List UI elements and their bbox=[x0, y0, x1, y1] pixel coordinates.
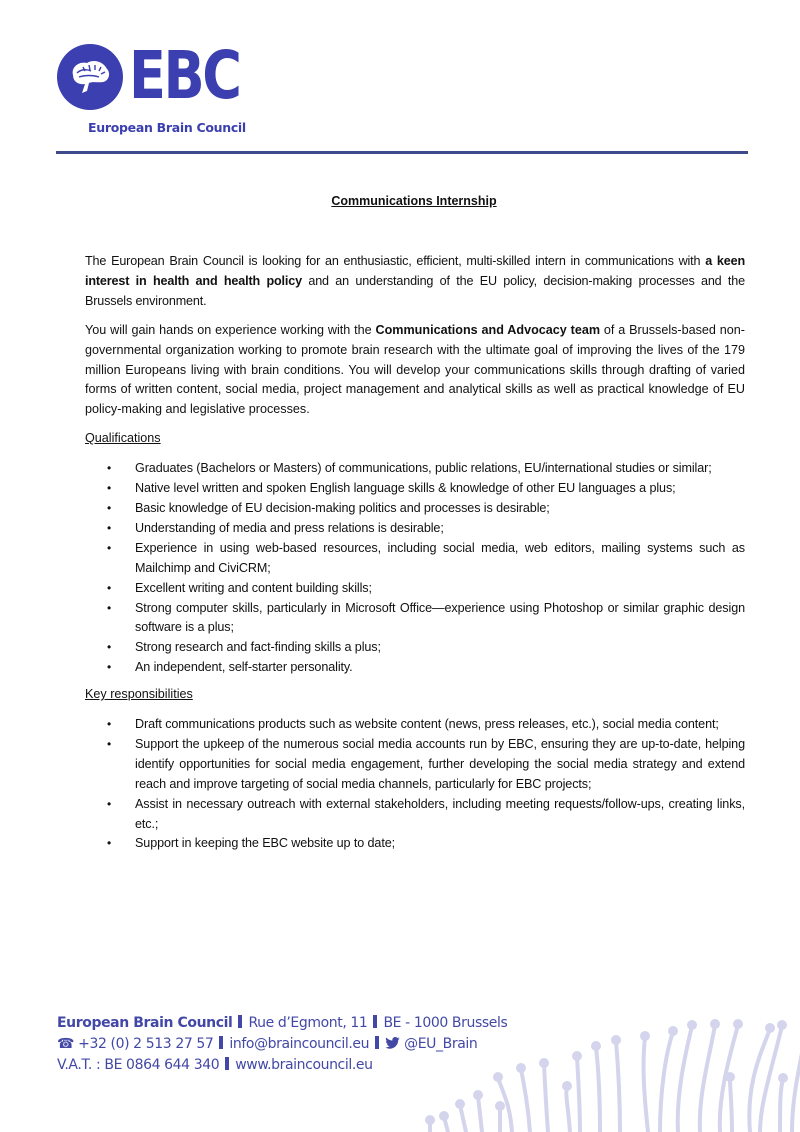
bullet-icon: • bbox=[107, 540, 112, 555]
brain-icon bbox=[57, 44, 123, 110]
list-item-text: Support in keeping the EBC website up to date; bbox=[135, 836, 396, 851]
bullet-icon: • bbox=[107, 481, 112, 496]
experience-text: You will gain hands on experience working with the bbox=[85, 322, 376, 337]
footer-line-3 bbox=[57, 1055, 507, 1076]
list-item-text: Draft communications products such as website content (news, press releases, etc.), social media content; bbox=[135, 717, 719, 732]
list-item-text: Excellent writing and content building skills; bbox=[135, 580, 372, 595]
list-item bbox=[85, 735, 745, 795]
bullet-icon: • bbox=[107, 736, 112, 751]
intro-paragraph bbox=[85, 252, 745, 312]
list-item bbox=[85, 599, 745, 639]
page-title: Communications Internship bbox=[331, 194, 497, 208]
bullet-icon: • bbox=[107, 796, 112, 811]
list-item bbox=[85, 459, 745, 479]
bullet-icon: • bbox=[107, 660, 112, 675]
separator bbox=[225, 1057, 229, 1070]
footer-website-link[interactable]: www.braincouncil.eu bbox=[235, 1057, 373, 1073]
footer-address: Rue d’Egmont, 11 bbox=[248, 1015, 368, 1031]
document-body bbox=[85, 252, 745, 861]
list-item bbox=[85, 658, 745, 678]
list-item bbox=[85, 579, 745, 599]
list-item bbox=[85, 795, 745, 835]
bullet-icon: • bbox=[107, 461, 112, 476]
footer-line-2 bbox=[57, 1034, 507, 1055]
experience-paragraph bbox=[85, 321, 745, 421]
header-rule bbox=[56, 151, 748, 154]
footer-city: BE - 1000 Brussels bbox=[383, 1015, 508, 1031]
experience-bold-text: Communications and Advocacy team bbox=[375, 322, 601, 337]
intro-text: The European Brain Council is looking for an enthusiastic, efficient, multi-skilled intern in communications with bbox=[85, 254, 706, 268]
footer-email-link[interactable]: info@braincouncil.eu bbox=[229, 1036, 370, 1052]
separator bbox=[219, 1036, 223, 1049]
separator bbox=[238, 1015, 242, 1028]
list-item bbox=[85, 834, 745, 854]
list-item bbox=[85, 539, 745, 579]
separator bbox=[375, 1036, 379, 1049]
list-item bbox=[85, 519, 745, 539]
intro-text-end: and an understanding of the EU policy, decision-making processes and the Brussels environment. bbox=[85, 273, 745, 308]
footer-vat: V.A.T. : BE 0864 644 340 bbox=[57, 1057, 220, 1073]
bullet-icon: • bbox=[107, 836, 112, 851]
intro-bold-text: a keen interest in health and health policy bbox=[85, 254, 745, 288]
list-item bbox=[85, 499, 745, 519]
experience-text-end: of a Brussels-based non-governmental organization working to promote brain research with the ultimate goal of improving the lives of the 179 million Europeans living with brain conditions. You will develop your communications skills through drafting of varied forms of written content, social media, project management and analytical skills as well as practical knowledge of EU policy-making and legislative processes. bbox=[85, 322, 745, 417]
footer-org-name: European Brain Council bbox=[57, 1015, 233, 1031]
list-item-text: Graduates (Bachelors or Masters) of communications, public relations, EU/international studies or similar; bbox=[135, 461, 712, 476]
phone-icon: ☎ bbox=[57, 1036, 75, 1052]
ebc-logo bbox=[57, 37, 246, 144]
logo-letters: EBC bbox=[129, 37, 240, 114]
qualifications-list bbox=[85, 459, 745, 678]
responsibilities-list bbox=[85, 715, 745, 854]
list-item-text: Assist in necessary outreach with external stakeholders, including meeting requests/follow-ups, creating links, etc.; bbox=[135, 796, 745, 831]
list-item-text: An independent, self-starter personality. bbox=[135, 660, 353, 675]
list-item bbox=[85, 479, 745, 499]
bullet-icon: • bbox=[107, 500, 112, 515]
bullet-icon: • bbox=[107, 600, 112, 615]
list-item-text: Strong computer skills, particularly in Microsoft Office—experience using Photoshop or similar graphic design software is a plus; bbox=[135, 600, 745, 635]
list-item-text: Native level written and spoken English language skills & knowledge of other EU languages a plus; bbox=[135, 481, 676, 496]
logo-subtitle: European Brain Council bbox=[88, 120, 246, 135]
list-item-text: Basic knowledge of EU decision-making politics and processes is desirable; bbox=[135, 500, 550, 515]
list-item-text: Support the upkeep of the numerous social media accounts run by EBC, ensuring they are up-to-date, helping identify opportunities for social media engagement, further developing the social media strategy and extend reach and improve targeting of social media channels, particularly for EBC projects; bbox=[135, 736, 745, 791]
bullet-icon: • bbox=[107, 640, 112, 655]
bullet-icon: • bbox=[107, 580, 112, 595]
list-item-text: Experience in using web-based resources, including social media, web editors, mailing systems such as Mailchimp and CiviCRM; bbox=[135, 540, 745, 575]
bullet-icon: • bbox=[107, 717, 112, 732]
footer-twitter-link[interactable]: @EU_Brain bbox=[404, 1036, 478, 1052]
list-item-text: Understanding of media and press relations is desirable; bbox=[135, 520, 444, 535]
qualifications-heading: Qualifications bbox=[85, 431, 161, 446]
footer-phone: +32 (0) 2 513 27 57 bbox=[78, 1036, 214, 1052]
list-item-text: Strong research and fact-finding skills a plus; bbox=[135, 640, 381, 655]
footer-line-1 bbox=[57, 1013, 507, 1034]
bullet-icon: • bbox=[107, 520, 112, 535]
twitter-icon bbox=[385, 1036, 400, 1052]
footer-contact bbox=[57, 1013, 507, 1076]
list-item bbox=[85, 715, 745, 735]
separator bbox=[373, 1015, 377, 1028]
list-item bbox=[85, 638, 745, 658]
responsibilities-heading: Key responsibilities bbox=[85, 687, 193, 702]
